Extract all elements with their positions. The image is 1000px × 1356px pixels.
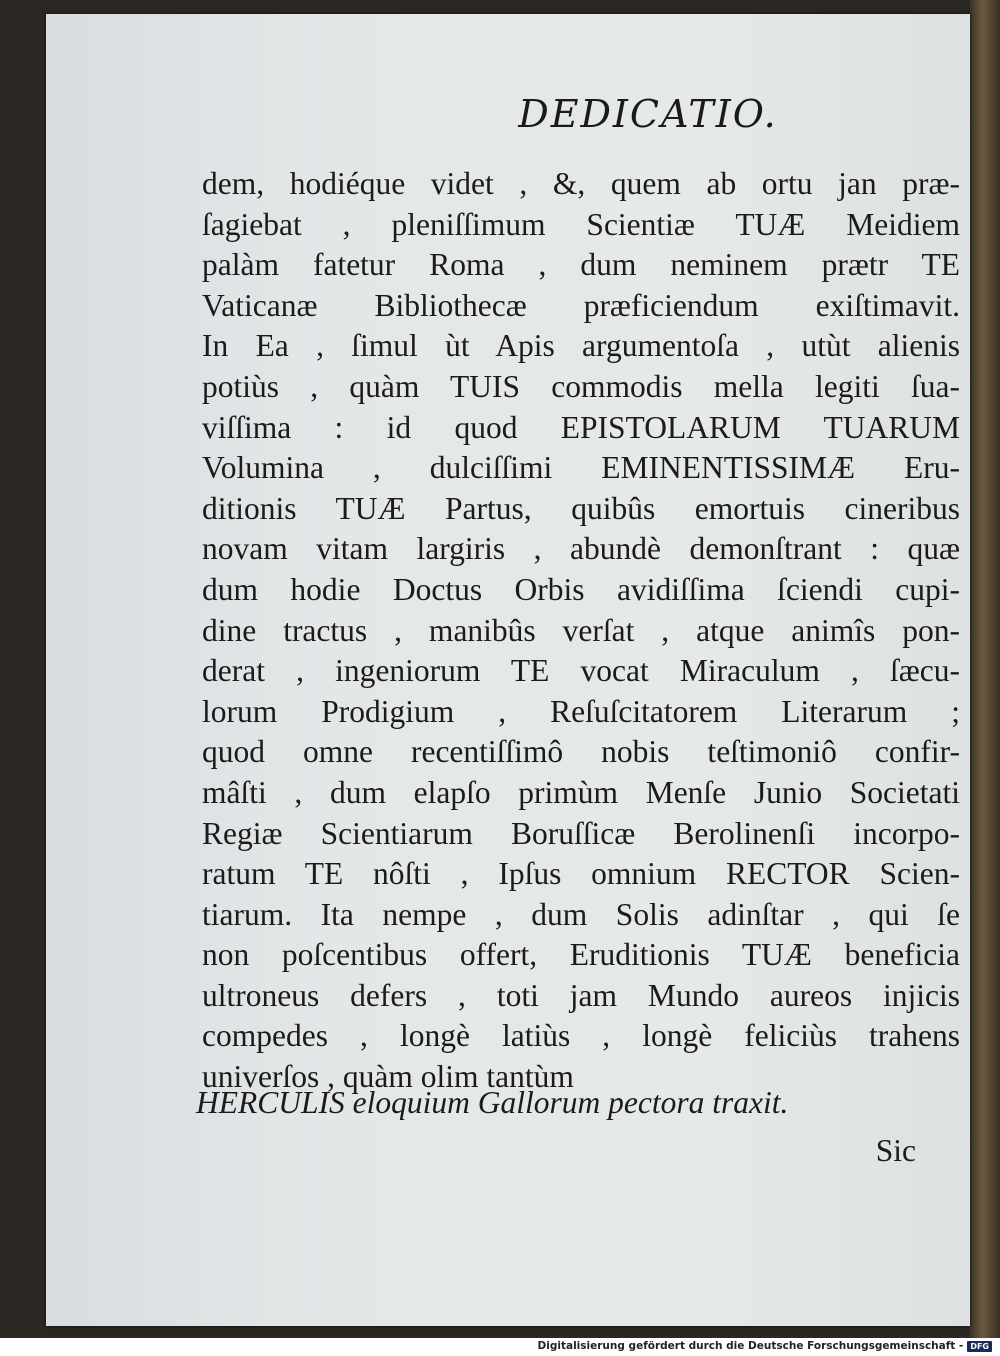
text-line: dum hodie Doctus Orbis avidiſſima ſciendi cupi- [202, 571, 960, 607]
page-header [46, 92, 970, 136]
page-header-title: DEDICATIO. [518, 92, 778, 136]
verse-quotation: HERCULIS eloquium Gallorum pectora traxit. [196, 1085, 789, 1120]
dfg-logo-icon: DFG [967, 1341, 992, 1352]
text-line: Regiæ Scientiarum Boruſſicæ Berolinenſi incorpo- [202, 815, 960, 851]
text-line: ditionis TUÆ Partus, quibûs emortuis cineribus [202, 490, 960, 526]
text-line: quod omne recentiſſimô nobis teſtimoniô confir- [202, 734, 960, 770]
text-line: palàm fatetur Roma , dum neminem prætr TE [202, 247, 960, 283]
text-line: tiarum. Ita nempe , dum Solis adinſtar , qui ſe [202, 896, 960, 932]
text-line: lorum Prodigium , Reſuſcitatorem Literarum ; [202, 693, 960, 729]
catchword: Sic [875, 1133, 916, 1168]
text-line: Vaticanæ Bibliothecæ præficiendum exiſtimavit. [202, 287, 960, 323]
text-line: mâſti , dum elapſo primùm Menſe Junio Societati [202, 774, 960, 810]
text-line: In Ea , ſimul ùt Apis argumentoſa , utùt alienis [202, 328, 960, 364]
text-line: dem, hodiéque videt , &, quem ab ortu jan præ- [202, 166, 960, 201]
text-line: viſſima : id quod EPISTOLARUM TUARUM [202, 409, 960, 445]
book-page [46, 14, 970, 1326]
text-line: novam vitam largiris , abundè demonſtrant : quæ [202, 531, 960, 567]
book-spine-edge [970, 0, 1000, 1338]
text-line: ratum TE nôſti , Ipſus omnium RECTOR Scien- [202, 856, 960, 892]
text-line: dine tractus , manibûs verſat , atque animîs pon- [202, 612, 960, 648]
footer-text: Digitalisierung gefördert durch die Deutsche Forschungsgemeinschaft - [537, 1340, 964, 1352]
text-line: compedes , longè latiùs , longè feliciùs trahens [202, 1018, 960, 1054]
digitization-footer [538, 1340, 992, 1352]
text-line: Volumina , dulciſſimi EMINENTISSIMÆ Eru- [202, 450, 960, 486]
text-line: ultroneus defers , toti jam Mundo aureos injicis [202, 977, 960, 1013]
text-line: non poſcentibus offert, Eruditionis TUÆ beneficia [202, 937, 960, 973]
text-line: ſagiebat , pleniſſimum Scientiæ TUÆ Meidiem [202, 206, 960, 242]
body-text [202, 164, 960, 1098]
text-line: potiùs , quàm TUIS commodis mella legiti ſua- [202, 368, 960, 404]
text-line: univerſos , quàm olim tantùm [202, 1059, 574, 1095]
text-line: derat , ingeniorum TE vocat Miraculum , ſæcu- [202, 653, 960, 689]
